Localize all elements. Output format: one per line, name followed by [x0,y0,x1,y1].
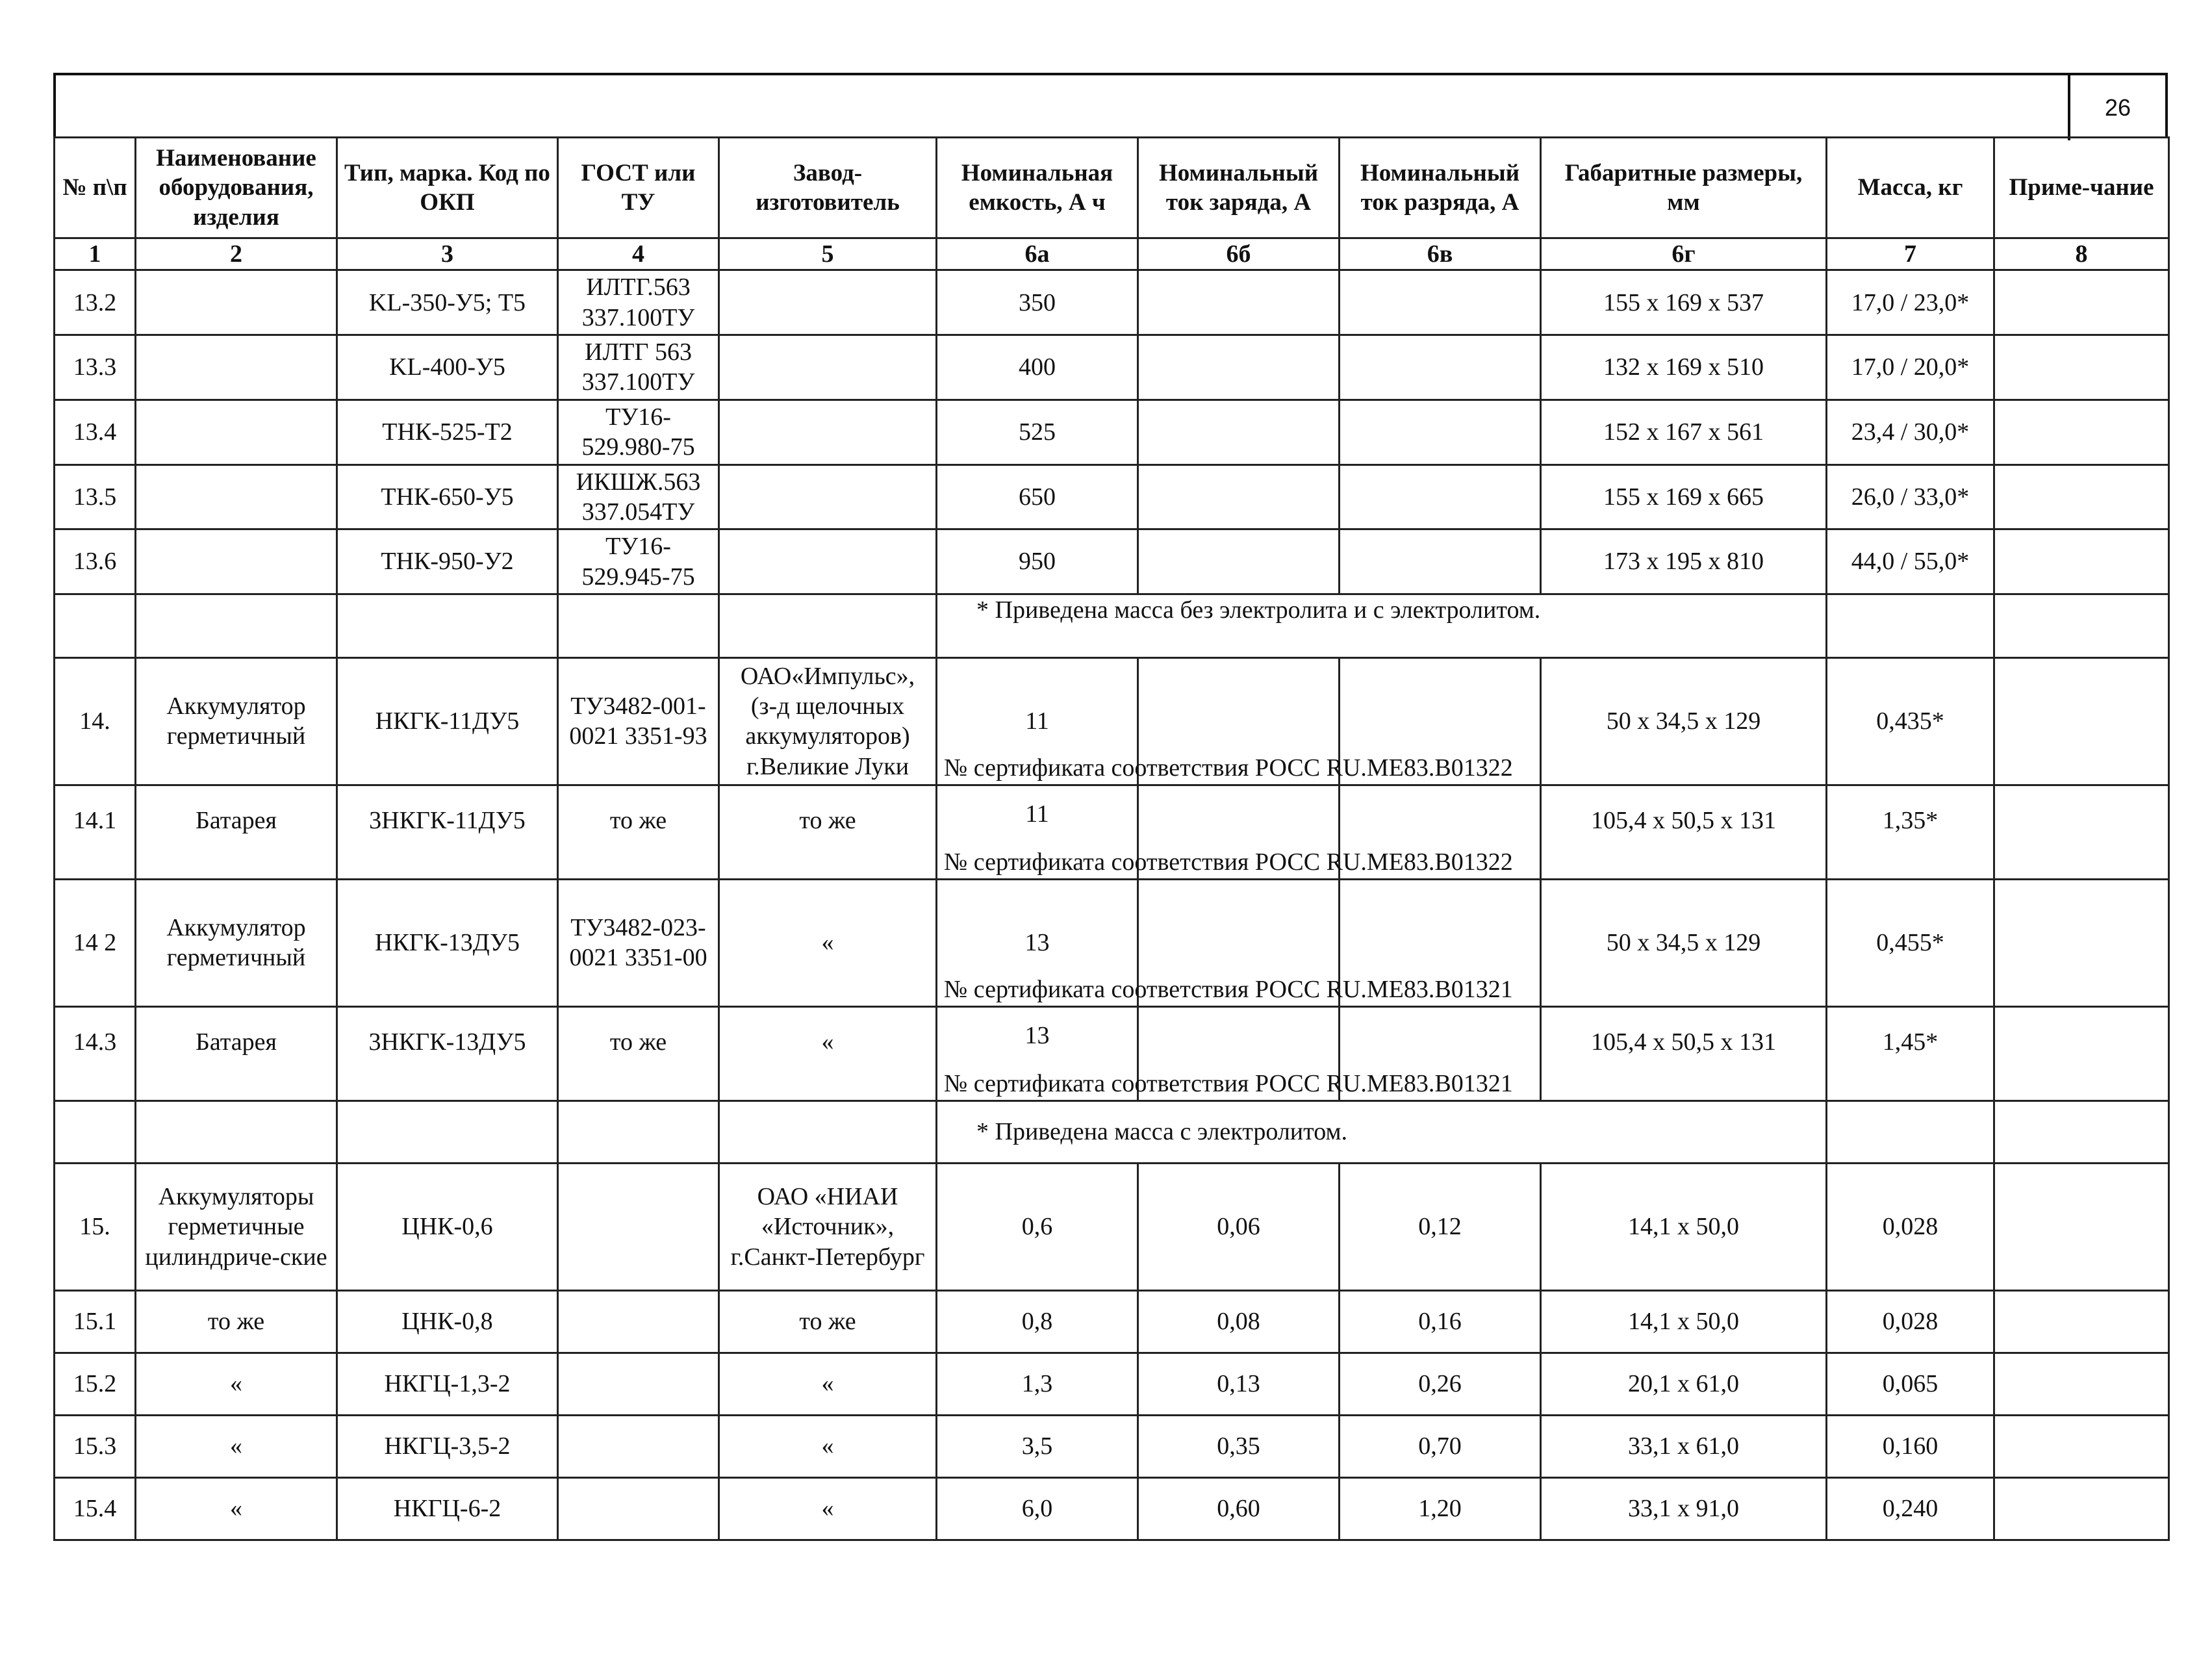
table-row [55,879,2169,1006]
cell-name [136,529,337,594]
cell-maker: « [719,879,937,1006]
cell-note [1994,1477,2169,1540]
cell-name: Аккумулятор герметичный [136,657,337,785]
cell-charge: 0,06 [1138,1163,1340,1290]
cell-dims: 173 х 195 х 810 [1541,529,1827,594]
cell-maker [719,464,937,529]
cell-type: 3НКГК-13ДУ5 [337,1006,558,1101]
cell-dims: 50 х 34,5 х 129 [1541,657,1827,785]
header-row [55,138,2169,238]
cell-num: 14.1 [55,785,136,879]
cell-dims: 105,4 х 50,5 х 131 [1541,1006,1827,1101]
cell-type: ТНК-650-У5 [337,464,558,529]
cell-mass: 17,0 / 20,0* [1827,335,1994,400]
cell-type: НКГК-11ДУ5 [337,657,558,785]
cell-capacity: 3,5 [937,1415,1138,1477]
header-cell: ГОСТ или ТУ [558,138,719,238]
cell-num: 14. [55,657,136,785]
cell-maker: то же [719,1290,937,1353]
cell-capacity: 350 [937,270,1138,335]
cell-gost: то же [558,1006,719,1101]
header-cell: Номинальный ток заряда, А [1138,138,1340,238]
page-header-frame [53,73,2168,138]
cell-name: « [136,1353,337,1415]
cell-maker: то же [719,785,937,879]
cell-type: KL-350-У5; Т5 [337,270,558,335]
cell-discharge: 0,70 [1340,1415,1541,1477]
cell-maker [719,400,937,464]
note-row [55,1101,2169,1163]
cell-type: НКГЦ-6-2 [337,1477,558,1540]
certificate-number: № сертификата соответствия РОСС RU.ME83.B01322 [944,848,1513,876]
cell-num: 13.5 [55,464,136,529]
table-row [55,1163,2169,1290]
header-cell: Масса, кг [1827,138,1994,238]
cell-mass: 26,0 / 33,0* [1827,464,1994,529]
cell-dims: 14,1 х 50,0 [1541,1290,1827,1353]
cell-note [1994,1353,2169,1415]
cell-type: ЦНК-0,6 [337,1163,558,1290]
cell-num: 15.2 [55,1353,136,1415]
cell-num: 15.1 [55,1290,136,1353]
table-row [55,1477,2169,1540]
cell-maker: « [719,1006,937,1101]
cell-gost: то же [558,785,719,879]
footnote-mass: * Приведена масса с электролитом. [937,1101,1827,1163]
column-number: 6г [1541,238,1827,270]
cell-note [1994,400,2169,464]
cell-capacity: 6,0 [937,1477,1138,1540]
cell-charge [1138,400,1340,464]
cell-discharge: 1,20 [1340,1477,1541,1540]
cell-capacity [937,879,1513,1006]
cell-gost [558,1477,719,1540]
table-row [55,400,2169,464]
equipment-table [53,136,2170,1541]
column-number: 5 [719,238,937,270]
capacity-value: 11 [1025,800,1049,828]
header-cell: Номинальный ток разряда, А [1340,138,1541,238]
cell-mass: 0,160 [1827,1415,1994,1477]
cell-note [1994,785,2169,879]
cell-maker: « [719,1477,937,1540]
cell-type: ТНК-950-У2 [337,529,558,594]
cell-dims: 105,4 х 50,5 х 131 [1541,785,1827,879]
cell-dims: 152 х 167 х 561 [1541,400,1827,464]
cell-discharge: 0,12 [1340,1163,1541,1290]
table-row [55,657,2169,785]
cell-dims: 50 х 34,5 х 129 [1541,879,1827,1006]
table-row [55,785,2169,879]
cell-type: НКГЦ-1,3-2 [337,1353,558,1415]
cell-charge: 0,08 [1138,1290,1340,1353]
header-cell: Приме-чание [1994,138,2169,238]
cell-mass: 17,0 / 23,0* [1827,270,1994,335]
footnote-mass: * Приведена масса без электролита и с электролитом. [937,594,1827,657]
cell-capacity: 525 [937,400,1138,464]
cell-name: « [136,1477,337,1540]
cell-capacity: 650 [937,464,1138,529]
column-number: 6а [937,238,1138,270]
cell-gost [558,1163,719,1290]
cell-dims: 155 х 169 х 537 [1541,270,1827,335]
cell-note [1994,464,2169,529]
table-row [55,1353,2169,1415]
cell-charge: 0,35 [1138,1415,1340,1477]
column-number: 1 [55,238,136,270]
cell-num: 15. [55,1163,136,1290]
cell-discharge [1340,464,1541,529]
cell-num: 13.4 [55,400,136,464]
cell-note [1994,1290,2169,1353]
column-number-row [55,238,2169,270]
table-row [55,1290,2169,1353]
cell-num: 13.2 [55,270,136,335]
cell-maker: ОАО «НИАИ «Источник», г.Санкт-Петербург [719,1163,937,1290]
table-row [55,1415,2169,1477]
cell-num: 15.3 [55,1415,136,1477]
cell-gost: ТУ3482-001-0021 3351-93 [558,657,719,785]
certificate-number: № сертификата соответствия РОСС RU.ME83.B01321 [944,975,1513,1003]
cell-type: 3НКГК-11ДУ5 [337,785,558,879]
cell-maker: « [719,1415,937,1477]
column-number: 6в [1340,238,1541,270]
cell-mass: 0,435* [1827,657,1994,785]
certificate-number: № сертификата соответствия РОСС RU.ME83.B01322 [944,754,1513,782]
cell-capacity [937,657,1513,785]
header-cell: Тип, марка. Код по ОКП [337,138,558,238]
column-number: 6б [1138,238,1340,270]
cell-gost: ТУ3482-023-0021 3351-00 [558,879,719,1006]
cell-maker: « [719,1353,937,1415]
cell-name: Аккумулятор герметичный [136,879,337,1006]
cell-charge [1138,335,1340,400]
cell-gost [558,1353,719,1415]
cell-capacity: 0,6 [937,1163,1138,1290]
cell-mass: 0,240 [1827,1477,1994,1540]
cell-dims: 132 х 169 х 510 [1541,335,1827,400]
cell-num: 13.6 [55,529,136,594]
cell-num: 14 2 [55,879,136,1006]
cell-mass: 0,455* [1827,879,1994,1006]
cell-note [1994,335,2169,400]
cell-discharge: 0,26 [1340,1353,1541,1415]
cell-mass: 0,028 [1827,1290,1994,1353]
cell-mass: 0,028 [1827,1163,1994,1290]
cell-name: Батарея [136,785,337,879]
header-cell: Завод-изготовитель [719,138,937,238]
cell-dims: 14,1 х 50,0 [1541,1163,1827,1290]
certificate-number: № сертификата соответствия РОСС RU.ME83.B01321 [944,1069,1513,1097]
cell-name: « [136,1415,337,1477]
column-number: 8 [1994,238,2169,270]
cell-note [1994,879,2169,1006]
cell-maker [719,335,937,400]
cell-name: Батарея [136,1006,337,1101]
cell-maker [719,529,937,594]
column-number: 4 [558,238,719,270]
cell-gost: ТУ16-529.945-75 [558,529,719,594]
cell-charge [1138,270,1340,335]
cell-gost [558,1290,719,1353]
header-cell: Наименование оборудования, изделия [136,138,337,238]
header-cell: Номинальная емкость, А ч [937,138,1138,238]
cell-mass: 1,45* [1827,1006,1994,1101]
cell-mass: 1,35* [1827,785,1994,879]
cell-gost: ТУ16-529.980-75 [558,400,719,464]
cell-gost: ИЛТГ 563 337.100ТУ [558,335,719,400]
page-number: 26 [2068,75,2165,140]
cell-note [1994,1163,2169,1290]
note-row [55,594,2169,657]
capacity-value: 11 [1025,707,1049,735]
cell-name [136,270,337,335]
header-cell: № п\п [55,138,136,238]
cell-gost: ИЛТГ.563 337.100ТУ [558,270,719,335]
cell-charge: 0,60 [1138,1477,1340,1540]
cell-name [136,464,337,529]
cell-mass: 0,065 [1827,1353,1994,1415]
cell-gost: ИКШЖ.563 337.054ТУ [558,464,719,529]
cell-mass: 44,0 / 55,0* [1827,529,1994,594]
cell-type: НКГЦ-3,5-2 [337,1415,558,1477]
cell-charge [1138,529,1340,594]
cell-dims: 155 х 169 х 665 [1541,464,1827,529]
cell-type: ЦНК-0,8 [337,1290,558,1353]
cell-mass: 23,4 / 30,0* [1827,400,1994,464]
cell-charge [1138,464,1340,529]
cell-note [1994,657,2169,785]
cell-type: KL-400-У5 [337,335,558,400]
cell-dims: 20,1 х 61,0 [1541,1353,1827,1415]
cell-note [1994,1415,2169,1477]
cell-num: 15.4 [55,1477,136,1540]
cell-num: 14.3 [55,1006,136,1101]
cell-name: то же [136,1290,337,1353]
cell-charge: 0,13 [1138,1353,1340,1415]
cell-discharge [1340,270,1541,335]
column-number: 2 [136,238,337,270]
cell-discharge [1340,529,1541,594]
cell-name [136,335,337,400]
table-row [55,464,2169,529]
cell-maker: ОАО«Импульс», (з-д щелочных аккумуляторов) г.Великие Луки [719,657,937,785]
cell-dims: 33,1 х 91,0 [1541,1477,1827,1540]
cell-name: Аккумуляторы герметичные цилиндриче-ские [136,1163,337,1290]
table-row [55,529,2169,594]
cell-capacity: 400 [937,335,1138,400]
column-number: 7 [1827,238,1994,270]
cell-type: ТНК-525-Т2 [337,400,558,464]
table-row [55,335,2169,400]
cell-capacity [937,785,1513,879]
cell-type: НКГК-13ДУ5 [337,879,558,1006]
cell-capacity: 0,8 [937,1290,1138,1353]
cell-note [1994,1006,2169,1101]
table-row [55,1006,2169,1101]
header-cell: Габаритные размеры, мм [1541,138,1827,238]
cell-capacity [937,1006,1513,1101]
cell-discharge [1340,400,1541,464]
cell-dims: 33,1 х 61,0 [1541,1415,1827,1477]
cell-gost [558,1415,719,1477]
column-number: 3 [337,238,558,270]
cell-maker [719,270,937,335]
table-row [55,270,2169,335]
cell-capacity: 950 [937,529,1138,594]
cell-note [1994,529,2169,594]
cell-discharge: 0,16 [1340,1290,1541,1353]
cell-name [136,400,337,464]
cell-capacity: 1,3 [937,1353,1138,1415]
capacity-value: 13 [1024,1021,1050,1049]
cell-note [1994,270,2169,335]
capacity-value: 13 [1024,929,1050,957]
cell-discharge [1340,335,1541,400]
cell-num: 13.3 [55,335,136,400]
